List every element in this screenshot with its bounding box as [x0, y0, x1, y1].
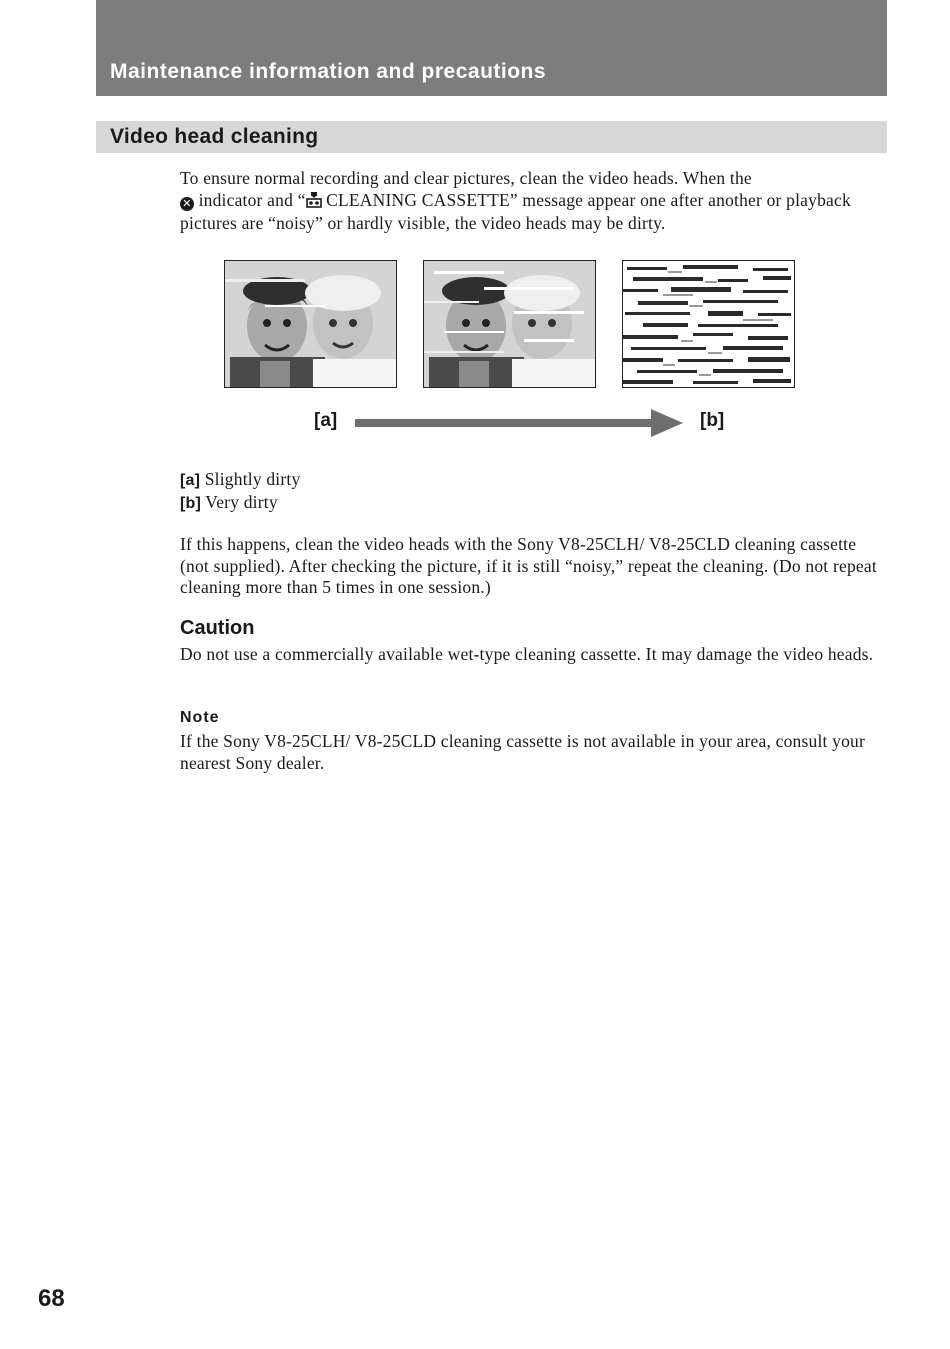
note-heading: Note — [180, 709, 220, 726]
instruction-paragraph: If this happens, clean the video heads with the Sony V8-25CLH/ V8-25CLD cleaning cassette (not supplied). After checking the picture, if it is still “noisy,” repeat the cleaning. (Do not repeat cleaning more than 5 times in one session.) — [180, 534, 877, 597]
very-dirty-noise — [622, 260, 795, 388]
caution-heading: Caution — [180, 617, 255, 639]
section-bar — [96, 121, 887, 153]
section-title: Video head cleaning — [110, 125, 319, 148]
cleaning-cassette-icon — [306, 192, 322, 214]
x-circle-icon: ✕ — [180, 197, 194, 211]
page-number: 68 — [38, 1285, 65, 1312]
intro-paragraph — [180, 168, 885, 235]
legend — [180, 469, 885, 514]
label-a: [a] — [314, 410, 338, 431]
slightly-dirty-photo — [224, 260, 397, 388]
intro-text-2: indicator and “ — [198, 189, 306, 210]
caution-text: Do not use a commercially available wet-type cleaning cassette. It may damage the video heads. — [180, 644, 874, 664]
note-text: If the Sony V8-25CLH/ V8-25CLD cleaning cassette is not available in your area, consult your nearest Sony dealer. — [180, 731, 866, 773]
legend-item — [180, 469, 885, 492]
header-title: Maintenance information and precautions — [110, 60, 547, 83]
intro-text-3: CLEANING CASSETTE” message appear one after another or playback pictures are “noisy” or hardly visible, the video heads may be dirty. — [180, 189, 851, 233]
header-bar — [96, 0, 887, 96]
legend-tag: [b] — [180, 494, 202, 512]
intro-text-1: To ensure normal recording and clear pictures, clean the video heads. When the — [180, 168, 752, 188]
legend-tag: [a] — [180, 472, 201, 489]
dirty-photo — [423, 260, 596, 388]
legend-text: Slightly dirty — [204, 469, 301, 489]
legend-item — [180, 492, 885, 515]
progress-arrow-icon — [355, 408, 685, 438]
legend-text: Very dirty — [205, 491, 278, 512]
label-b: [b] — [700, 410, 725, 431]
